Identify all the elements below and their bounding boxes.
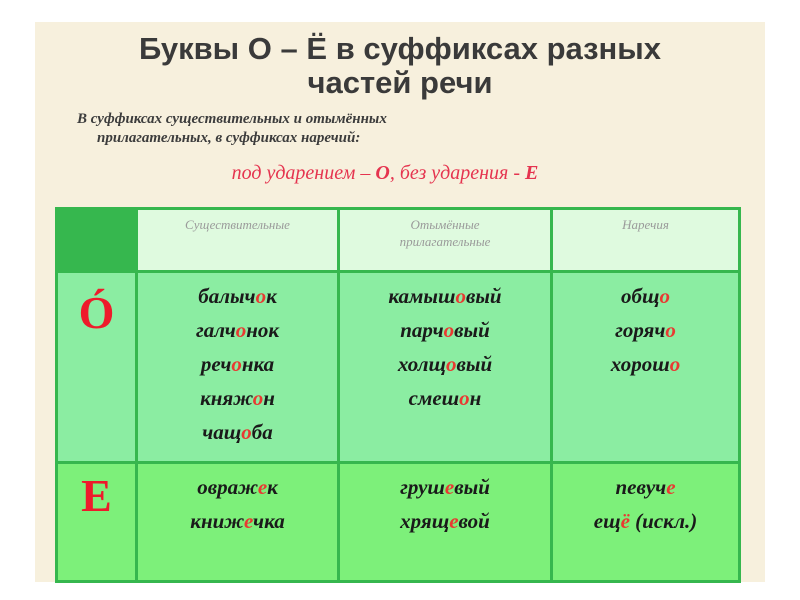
row-e-adverbs-cell [553, 464, 738, 580]
row-o-letter-cell [58, 273, 135, 461]
header-nouns [138, 210, 337, 270]
word: горячо [615, 318, 676, 342]
subtitle-line-2: прилагательных, в суффиксах наречий: [97, 130, 361, 146]
row-o-letter: Ó [78, 287, 115, 338]
rule-table [55, 207, 741, 583]
header-adj-line-2: прилагательные [399, 234, 491, 249]
word: хорошо [610, 352, 681, 376]
row-o-adjectives-cell [340, 273, 550, 461]
word: грушевый [400, 475, 490, 499]
row-e-letter: Е [81, 470, 112, 521]
row-o-adverbs-cell [553, 273, 738, 461]
rule-middle: , без ударения - [389, 162, 525, 184]
word: речонка [200, 352, 275, 376]
word: общо [621, 284, 670, 308]
title-line-2: частей речи [307, 65, 493, 100]
row-o-nouns-cell [138, 273, 337, 461]
rule-e-letter: Е [525, 162, 539, 184]
word: овражек [197, 475, 278, 499]
rule-prefix: под ударением – [231, 162, 376, 184]
word: княжон [200, 386, 275, 410]
word: балычок [198, 284, 277, 308]
header-adjectives [340, 210, 550, 270]
word: ещё (искл.) [593, 509, 698, 533]
header-adverbs-label: Наречия [622, 217, 669, 232]
word: галчонок [195, 318, 280, 342]
rule-o-letter: О [375, 162, 390, 184]
word: книжечка [190, 509, 285, 533]
subtitle-line-1: В суффиксах существительных и отымённых [77, 111, 387, 127]
word: камышовый [388, 284, 502, 308]
subtitle [77, 110, 637, 148]
title-line-1: Буквы О – Ё в суффиксах разных [139, 31, 661, 66]
word: смешон [408, 386, 482, 410]
row-e-adjectives-cell [340, 464, 550, 580]
stress-rule [35, 162, 735, 185]
row-e-nouns-cell [138, 464, 337, 580]
word: хрящевой [400, 509, 490, 533]
page-title [35, 32, 765, 100]
word: чащоба [202, 420, 273, 444]
header-adj-line-1: Отымённые [410, 217, 480, 232]
word: певуче [615, 475, 676, 499]
word: парчовый [400, 318, 490, 342]
header-adverbs [553, 210, 738, 270]
row-e-letter-cell [58, 464, 135, 580]
word: холщовый [397, 352, 493, 376]
header-nouns-label: Существительные [185, 217, 290, 232]
slide [35, 22, 765, 582]
